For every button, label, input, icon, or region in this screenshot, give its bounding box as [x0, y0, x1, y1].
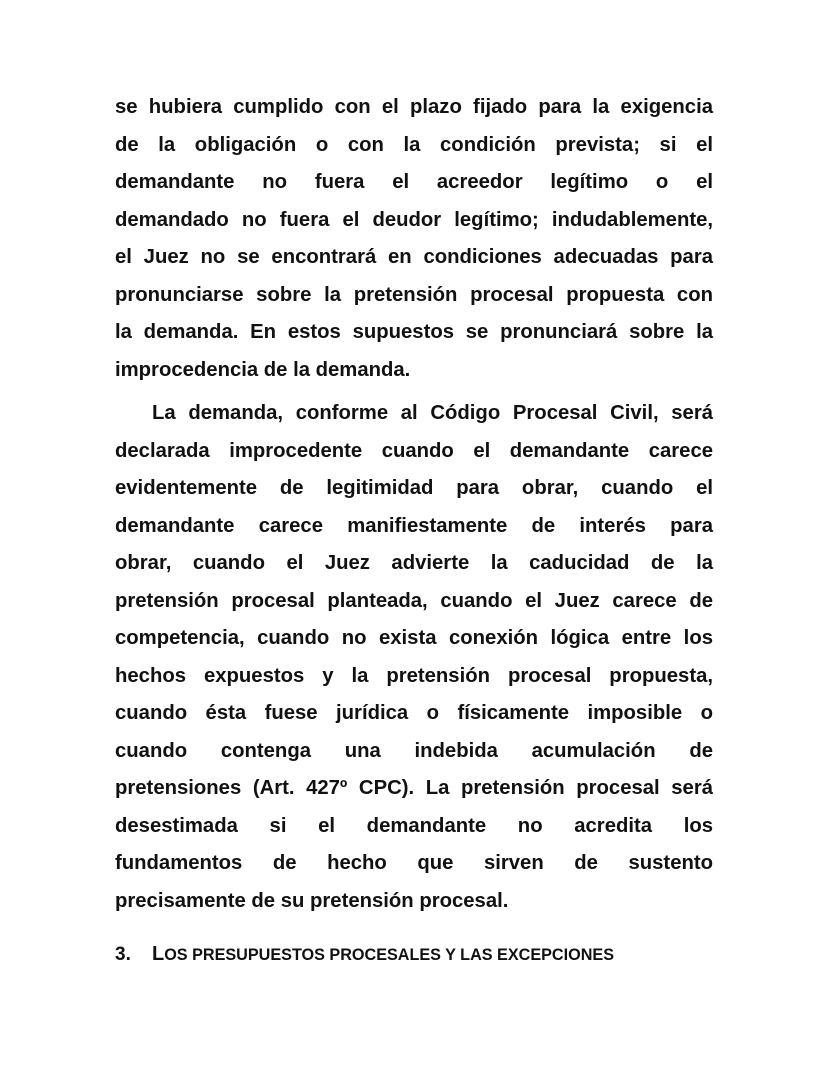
text-line: evidentemente de legitimidad para obrar, cuando el	[115, 477, 713, 499]
text-line: improcedencia de la demanda.	[115, 358, 411, 381]
text-line: demandado no fuera el deudor legítimo; indudablemente,	[115, 208, 713, 231]
section-title-rest: OS PRESUPUESTOS PROCESALES Y LAS EXCEPCIONES	[164, 946, 614, 964]
section-title	[152, 942, 614, 967]
text-line: desestimada si el demandante no acredita los	[115, 814, 713, 837]
paragraph-1	[115, 89, 713, 389]
paragraph-2	[115, 395, 713, 920]
text-line-indented: La demanda, conforme al Código Procesal Civil, será	[152, 402, 713, 424]
text-line: obrar, cuando el Juez advierte la caducidad de la	[115, 552, 713, 574]
section-heading	[115, 942, 713, 967]
text-line: declarada improcedente cuando el demandante carece	[115, 439, 713, 462]
text-line: demandante no fuera el acreedor legítimo o el	[115, 171, 713, 193]
text-line: la demanda. En estos supuestos se pronunciará sobre la	[115, 321, 713, 343]
text-line: precisamente de su pretensión procesal.	[115, 889, 509, 912]
text-line: hechos expuestos y la pretensión procesal propuesta,	[115, 664, 713, 687]
text-line: de la obligación o con la condición prevista; si el	[115, 133, 713, 156]
text-line: pronunciarse sobre la pretensión procesal propuesta con	[115, 283, 713, 306]
document-page	[115, 89, 713, 967]
section-title-initial: L	[152, 943, 165, 965]
text-line: competencia, cuando no exista conexión lógica entre los	[115, 627, 713, 649]
section-number: 3.	[115, 944, 131, 965]
text-line: el Juez no se encontrará en condiciones adecuadas para	[115, 246, 713, 268]
text-line: pretensión procesal planteada, cuando el Juez carece de	[115, 589, 713, 612]
text-line: demandante carece manifiestamente de interés para	[115, 514, 713, 537]
text-line: pretensiones (Art. 427º CPC). La pretensión procesal será	[115, 777, 713, 799]
text-line: cuando contenga una indebida acumulación de	[115, 739, 713, 762]
text-line: fundamentos de hecho que sirven de sustento	[115, 852, 713, 874]
text-line: se hubiera cumplido con el plazo fijado para la exigencia	[115, 96, 713, 118]
text-line: cuando ésta fuese jurídica o físicamente imposible o	[115, 702, 713, 724]
